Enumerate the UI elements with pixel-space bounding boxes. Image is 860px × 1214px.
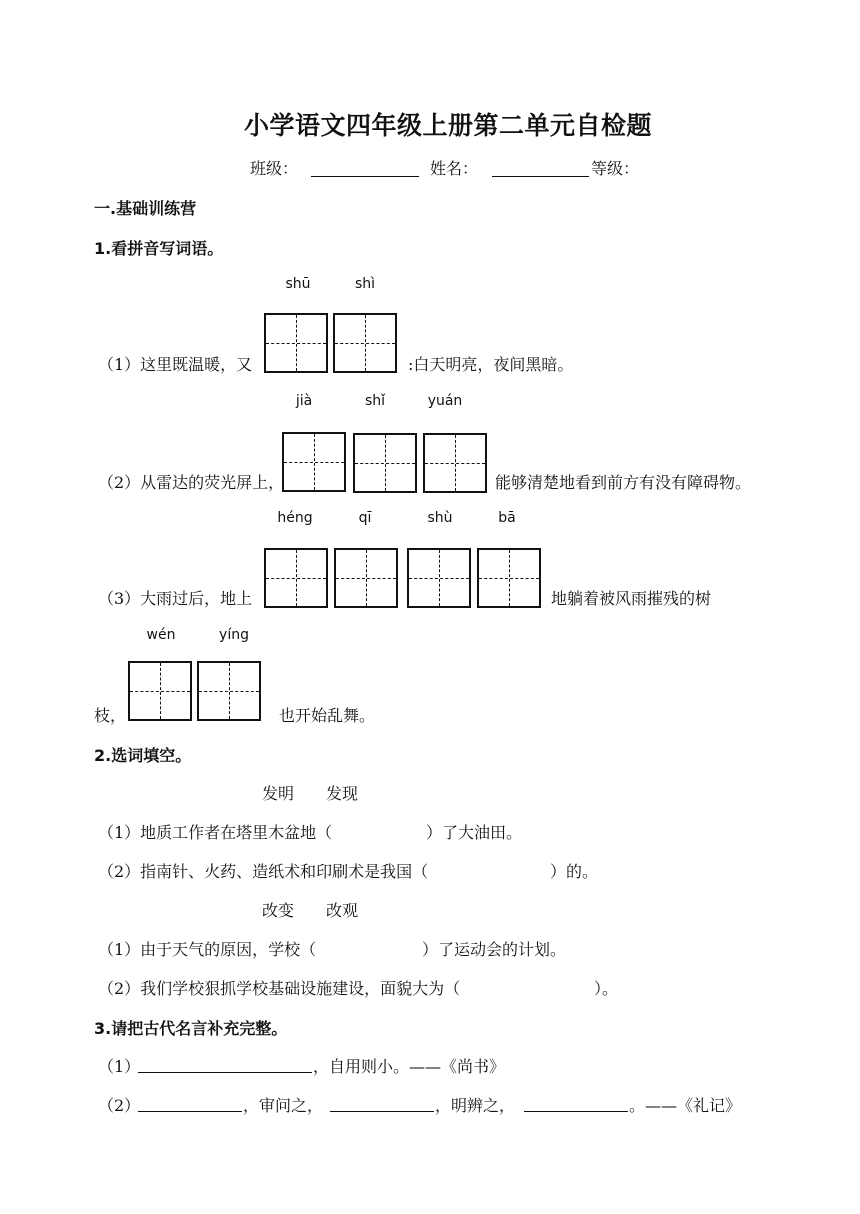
sentence-after: 也开始乱舞。 <box>279 706 376 725</box>
sentence-before: （3）大雨过后，地上 <box>98 589 253 608</box>
quote-mid: ，审问之， <box>243 1096 324 1115</box>
character-box[interactable] <box>423 433 487 493</box>
pinyin-label: héng <box>277 510 313 526</box>
quote-after: ，自用则小。——《尚书》 <box>313 1057 506 1076</box>
class-label: 班级： <box>250 159 299 178</box>
pinyin-label: shì <box>354 276 376 292</box>
sentence-before: 枝， <box>94 706 127 725</box>
sentence-after: 地躺着被风雨摧残的树 <box>551 589 712 608</box>
fill-after: ）。 <box>594 979 619 998</box>
quote-blank[interactable] <box>138 1111 242 1112</box>
pinyin-label: shù <box>427 510 453 526</box>
sentence-before: （1）这里既温暖，又 <box>98 355 253 374</box>
quote-number: （2） <box>98 1096 141 1115</box>
quote-after: 。——《礼记》 <box>629 1096 742 1115</box>
fill-before: （1）由于天气的原因，学校（ <box>98 940 317 959</box>
character-box[interactable] <box>334 548 398 608</box>
pinyin-label: wén <box>146 627 176 643</box>
quote-blank[interactable] <box>330 1111 434 1112</box>
grade-label: 等级： <box>591 159 640 178</box>
sentence-after: :白天明亮，夜间黑暗。 <box>408 355 574 374</box>
word-options: 改变 改观 <box>262 901 359 920</box>
class-blank[interactable] <box>311 176 419 177</box>
fill-before: （2）指南针、火药、造纸术和印刷术是我国（ <box>98 862 429 881</box>
character-box[interactable] <box>264 548 328 608</box>
character-box[interactable] <box>333 313 397 373</box>
quote-mid: ，明辨之， <box>435 1096 516 1115</box>
fill-after: ）了大油田。 <box>426 823 523 842</box>
fill-before: （2）我们学校狠抓学校基础设施建设，面貌大为（ <box>98 979 461 998</box>
sentence-before: （2）从雷达的荧光屏上， <box>98 473 285 492</box>
fill-before: （1）地质工作者在塔里木盆地（ <box>98 823 333 842</box>
character-box[interactable] <box>353 433 417 493</box>
character-box[interactable] <box>128 661 192 721</box>
pinyin-label: qī <box>358 510 372 526</box>
quote-blank[interactable] <box>138 1072 312 1073</box>
quote-number: （1） <box>98 1057 141 1076</box>
fill-after: ）的。 <box>550 862 599 881</box>
pinyin-label: yíng <box>219 627 249 643</box>
pinyin-label: yuán <box>427 393 463 409</box>
pinyin-label: jià <box>295 393 313 409</box>
sentence-after: 能够清楚地看到前方有没有障碍物。 <box>495 473 752 492</box>
section-heading: 一.基础训练营 <box>94 199 197 218</box>
character-box[interactable] <box>197 661 261 721</box>
name-blank[interactable] <box>492 176 589 177</box>
character-box[interactable] <box>477 548 541 608</box>
question-1-heading: 1.看拼音写词语。 <box>94 239 224 258</box>
pinyin-label: shū <box>285 276 311 292</box>
question-2-heading: 2.选词填空。 <box>94 746 192 765</box>
character-box[interactable] <box>282 432 346 492</box>
word-options: 发明 发现 <box>262 784 359 803</box>
pinyin-label: shǐ <box>364 393 386 409</box>
question-3-heading: 3.请把古代名言补充完整。 <box>94 1019 288 1038</box>
character-box[interactable] <box>264 313 328 373</box>
pinyin-label: bā <box>498 510 516 526</box>
character-box[interactable] <box>407 548 471 608</box>
quote-blank[interactable] <box>524 1111 628 1112</box>
fill-after: ）了运动会的计划。 <box>422 940 567 959</box>
page-title: 小学语文四年级上册第二单元自检题 <box>243 111 652 140</box>
name-label: 姓名： <box>430 159 479 178</box>
